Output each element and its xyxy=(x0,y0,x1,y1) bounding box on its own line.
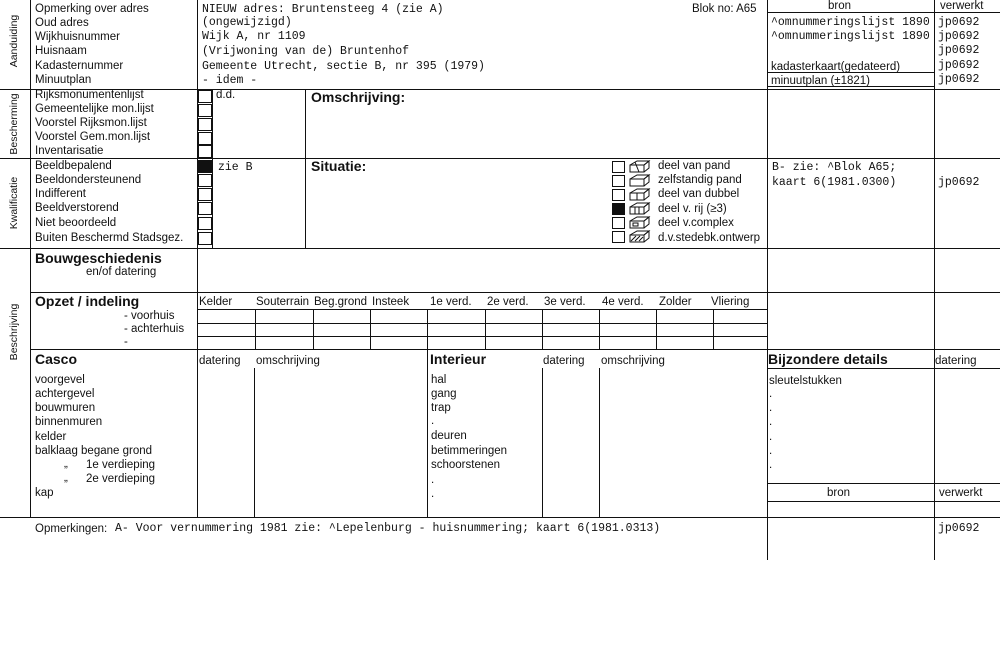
situatie-stedebk-ontwerp: d.v.stedebk.ontwerp xyxy=(658,232,761,244)
rule-opzet-row2 xyxy=(197,323,767,324)
casco-datering-header: datering xyxy=(199,355,241,367)
bijzondere-dot-3: . xyxy=(769,416,773,428)
rule-interieur-col xyxy=(542,368,543,517)
rule-bron-minuut xyxy=(767,86,934,87)
dd-label: d.d. xyxy=(216,89,236,101)
interieur-trap: trap xyxy=(431,402,451,414)
rule-bron-column xyxy=(767,0,768,560)
bijzondere-dot-2: . xyxy=(769,402,773,414)
side-label-kwalificatie: Kwalificatie xyxy=(8,176,20,230)
rule-bron-footer-top xyxy=(767,483,1000,484)
verwerkt-3[interactable]: jp0692 xyxy=(938,44,980,57)
label-wijkhuisnummer: Wijkhuisnummer xyxy=(35,31,120,43)
checkbox-deel-v-rij[interactable] xyxy=(612,203,625,215)
bijzondere-dot-4: . xyxy=(769,431,773,443)
bron-wijkhuisnummer[interactable]: ^omnummeringslijst 1890 xyxy=(771,30,930,43)
rule-opzet-col xyxy=(599,309,600,349)
checkbox-deel-van-pand[interactable] xyxy=(612,161,625,173)
bron-oud-adres[interactable]: ^omnummeringslijst 1890 xyxy=(771,16,930,29)
label-opmerking-adres: Opmerking over adres xyxy=(35,3,149,15)
interieur-betimmeringen: betimmeringen xyxy=(431,445,508,457)
bijzondere-datering-header: datering xyxy=(935,355,977,367)
house-double-icon xyxy=(630,189,649,200)
omschrijving-heading: Omschrijving: xyxy=(311,89,406,105)
datering-subheading: en/of datering xyxy=(86,266,157,278)
bron-minuutplan[interactable]: minuutplan (±1821) xyxy=(771,75,871,87)
checkbox-deel-v-complex[interactable] xyxy=(612,217,625,229)
rule-dd-column xyxy=(305,89,306,248)
label-huisnaam: Huisnaam xyxy=(35,45,87,57)
opzet-col-souterrain: Souterrain xyxy=(256,296,310,308)
casco-quote-1: „ xyxy=(64,458,68,470)
rule-verwerkt-column xyxy=(934,0,935,560)
bron-kadasternummer[interactable]: kadasterkaart(gedateerd) xyxy=(771,61,901,73)
label-buiten-beschermd: Buiten Beschermd Stadsgez. xyxy=(35,232,184,244)
opzet-row-voorhuis: - voorhuis xyxy=(124,310,175,322)
value-oud-adres[interactable]: (ongewijzigd) xyxy=(202,16,292,29)
bijzondere-dot-6: . xyxy=(769,459,773,471)
house-urban-plan-icon xyxy=(630,231,649,242)
footer-verwerkt-header: verwerkt xyxy=(939,487,983,499)
checkbox-beeldbepalend[interactable] xyxy=(198,160,212,173)
checkbox-voorstel-gemmon[interactable] xyxy=(198,132,212,145)
bijzondere-sleutelstukken: sleutelstukken xyxy=(769,375,842,387)
rule-opzet-row3 xyxy=(197,336,767,337)
checkbox-indifferent[interactable] xyxy=(198,188,212,201)
kwalificatie-bron-2[interactable]: kaart 6(1981.0300) xyxy=(772,176,897,189)
side-label-beschrijving: Beschrijving xyxy=(8,303,20,361)
bouwgeschiedenis-heading: Bouwgeschiedenis xyxy=(35,250,162,266)
opzet-row-other: - xyxy=(124,336,128,348)
opzet-col-4e-verd: 4e verd. xyxy=(602,296,644,308)
casco-omschrijving-header: omschrijving xyxy=(256,355,320,367)
rule-label-column xyxy=(197,0,198,517)
bijzondere-details-heading: Bijzondere details xyxy=(768,351,888,367)
checkbox-niet-beoordeeld[interactable] xyxy=(198,217,212,230)
casco-voorgevel: voorgevel xyxy=(35,374,85,386)
bijzondere-dot-5: . xyxy=(769,445,773,457)
rule-interieur-col xyxy=(599,368,600,517)
interieur-dot-3: . xyxy=(431,488,435,500)
house-part-icon xyxy=(630,161,649,172)
value-wijkhuisnummer[interactable]: Wijk A, nr 1109 xyxy=(202,30,306,43)
rule-opzet-col xyxy=(370,309,371,349)
value-opmerking-adres[interactable]: NIEUW adres: Bruntensteeg 4 (zie A) xyxy=(202,3,444,16)
rule-check-column xyxy=(212,89,213,248)
bron-header: bron xyxy=(828,0,852,12)
rule-opzet-row1 xyxy=(197,309,767,310)
rule-opzet-bottom xyxy=(30,349,1000,350)
house-type-icons xyxy=(627,160,655,246)
opzet-col-1e-verd: 1e verd. xyxy=(430,296,472,308)
rule-bescherming-bottom xyxy=(0,158,1000,159)
interieur-dot: . xyxy=(431,415,435,427)
situatie-deel-v-complex: deel v.complex xyxy=(658,217,734,229)
rule-casco-col xyxy=(254,368,255,517)
interieur-dot-2: . xyxy=(431,474,435,486)
kwalificatie-bron-1[interactable]: B- zie: ^Blok A65; xyxy=(772,161,897,174)
house-row-icon xyxy=(630,203,649,214)
casco-achtergevel: achtergevel xyxy=(35,388,95,400)
rule-kwalificatie-bottom xyxy=(0,248,1000,249)
opzet-col-zolder: Zolder xyxy=(659,296,692,308)
casco-kap: kap xyxy=(35,487,54,499)
label-inventarisatie: Inventarisatie xyxy=(35,145,104,157)
interieur-deuren: deuren xyxy=(431,430,467,442)
opzet-col-2e-verd: 2e verd. xyxy=(487,296,529,308)
side-label-bescherming: Bescherming xyxy=(8,93,20,155)
label-beeldbepalend: Beeldbepalend xyxy=(35,160,112,172)
rule-opzet-col xyxy=(485,309,486,349)
rule-interieur-col xyxy=(427,349,428,517)
interieur-hal: hal xyxy=(431,374,447,386)
label-rijksmonumentenlijst: Rijksmonumentenlijst xyxy=(35,89,144,101)
checkbox-gemeentelijke-mon[interactable] xyxy=(198,104,212,117)
side-label-aanduiding: Aanduiding xyxy=(8,14,20,68)
casco-quote-2: „ xyxy=(64,472,68,484)
interieur-schoorstenen: schoorstenen xyxy=(431,459,501,471)
house-complex-icon xyxy=(630,217,649,228)
opzet-heading: Opzet / indeling xyxy=(35,293,140,309)
label-beeldondersteunend: Beeldondersteunend xyxy=(35,174,142,186)
label-niet-beoordeeld: Niet beoordeeld xyxy=(35,217,117,229)
checkbox-beeldverstorend[interactable] xyxy=(198,202,212,215)
rule-opzet-col xyxy=(427,309,428,349)
casco-balklaag: balklaag begane grond xyxy=(35,445,153,457)
checkbox-zelfstandig-pand[interactable] xyxy=(612,175,625,187)
value-kadasternummer[interactable]: Gemeente Utrecht, sectie B, nr 395 (1979) xyxy=(202,60,485,73)
opmerkingen-verwerkt[interactable]: jp0692 xyxy=(938,522,980,535)
verwerkt-5[interactable]: jp0692 xyxy=(938,73,980,86)
situatie-deel-van-dubbel: deel van dubbel xyxy=(658,188,740,200)
rule-aanduiding-bottom xyxy=(0,89,1000,90)
interieur-omschrijving-header: omschrijving xyxy=(601,355,665,367)
situatie-deel-v-rij: deel v. rij (≥3) xyxy=(658,203,727,215)
blok-number: Blok no: A65 xyxy=(692,3,757,15)
verwerkt-header: verwerkt xyxy=(940,0,984,12)
label-beeldverstorend: Beeldverstorend xyxy=(35,202,119,214)
label-voorstel-gemmon: Voorstel Gem.mon.lijst xyxy=(35,131,151,143)
rule-opzet-col xyxy=(542,309,543,349)
kwalificatie-verwerkt[interactable]: jp0692 xyxy=(938,176,980,189)
rule-bijzondere-header xyxy=(767,368,1000,369)
interieur-gang: gang xyxy=(431,388,457,400)
rule-opzet-col xyxy=(656,309,657,349)
kwalificatie-zie[interactable]: zie B xyxy=(218,161,253,174)
checkbox-voorstel-rijksmon[interactable] xyxy=(198,118,212,131)
opzet-col-insteek: Insteek xyxy=(372,296,410,308)
casco-2e-verdieping: 2e verdieping xyxy=(86,473,156,485)
label-indifferent: Indifferent xyxy=(35,188,86,200)
verwerkt-2[interactable]: jp0692 xyxy=(938,30,980,43)
footer-bron-header: bron xyxy=(827,487,851,499)
casco-1e-verdieping: 1e verdieping xyxy=(86,459,156,471)
value-minuutplan[interactable]: - idem - xyxy=(202,74,258,87)
rule-bron-kadaster xyxy=(767,72,934,73)
rule-opzet-col xyxy=(255,309,256,349)
rule-casco-bottom xyxy=(0,517,1000,518)
label-kadasternummer: Kadasternummer xyxy=(35,60,124,72)
label-gemeentelijke-mon: Gemeentelijke mon.lijst xyxy=(35,103,154,115)
bijzondere-dot-1: . xyxy=(769,388,773,400)
opzet-row-achterhuis: - achterhuis xyxy=(124,323,185,335)
rule-opzet-col xyxy=(313,309,314,349)
opmerkingen-label: Opmerkingen: xyxy=(35,523,108,535)
verwerkt-4[interactable]: jp0692 xyxy=(938,59,980,72)
casco-binnenmuren: binnenmuren xyxy=(35,416,103,428)
opzet-col-3e-verd: 3e verd. xyxy=(544,296,586,308)
opzet-col-beg-grond: Beg.grond xyxy=(314,296,368,308)
opmerkingen-text[interactable]: A- Voor vernummering 1981 zie: ^Lepelenburg - huisnummering; kaart 6(1981.0313) xyxy=(115,522,661,535)
checkbox-beeldondersteunend[interactable] xyxy=(198,174,212,187)
checkbox-deel-van-dubbel[interactable] xyxy=(612,189,625,201)
rule-side-labels xyxy=(30,0,31,517)
label-oud-adres: Oud adres xyxy=(35,17,89,29)
opzet-col-vliering: Vliering xyxy=(711,296,750,308)
label-voorstel-rijksmon: Voorstel Rijksmon.lijst xyxy=(35,117,147,129)
rule-bouwgeschiedenis-bottom xyxy=(30,292,1000,293)
rule-bron-footer-bottom xyxy=(767,501,1000,502)
house-detached-icon xyxy=(630,175,649,186)
checkbox-stedebk-ontwerp[interactable] xyxy=(612,231,625,243)
opzet-col-kelder: Kelder xyxy=(199,296,233,308)
casco-heading: Casco xyxy=(35,351,78,367)
interieur-datering-header: datering xyxy=(543,355,585,367)
situatie-zelfstandig-pand: zelfstandig pand xyxy=(658,174,742,186)
casco-bouwmuren: bouwmuren xyxy=(35,402,96,414)
rule-opzet-col xyxy=(713,309,714,349)
checkbox-inventarisatie[interactable] xyxy=(198,145,212,158)
verwerkt-1[interactable]: jp0692 xyxy=(938,16,980,29)
checkbox-buiten-beschermd[interactable] xyxy=(198,232,212,245)
checkbox-rijksmonumentenlijst[interactable] xyxy=(198,90,212,103)
interieur-heading: Interieur xyxy=(430,351,487,367)
value-huisnaam[interactable]: (Vrijwoning van de) Bruntenhof xyxy=(202,45,410,58)
label-minuutplan: Minuutplan xyxy=(35,74,92,86)
casco-kelder: kelder xyxy=(35,431,67,443)
situatie-deel-van-pand: deel van pand xyxy=(658,160,731,172)
situatie-heading: Situatie: xyxy=(311,158,367,174)
